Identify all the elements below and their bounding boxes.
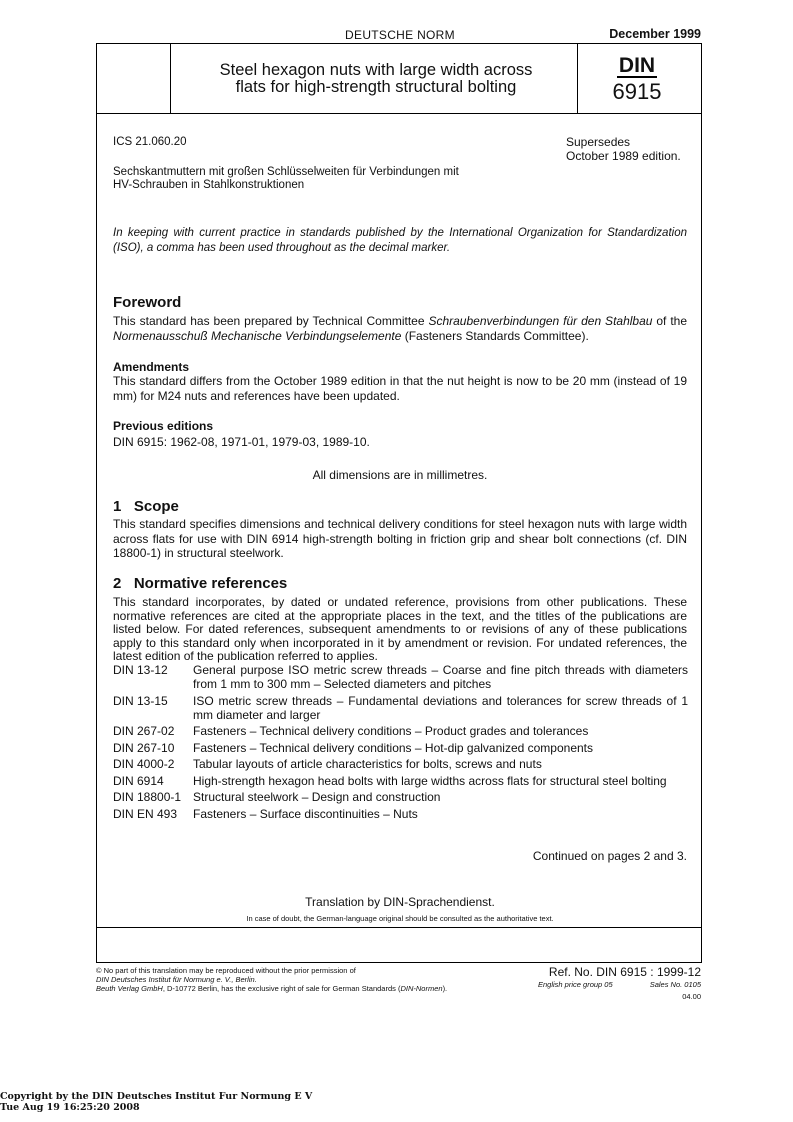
- reference-code: DIN 267-02: [113, 724, 175, 738]
- reference-title: General purpose ISO metric screw threads – Coarse and fine pitch threads with diameters from 1 mm to 300 mm – Selected diameters and pitches: [193, 663, 688, 691]
- amendments-heading: Amendments: [113, 360, 190, 374]
- decimal-note: In keeping with current practice in standards published by the International Organization for Standardization (ISO), a comma has been used throughout as the decimal marker.: [113, 227, 687, 254]
- reference-row: [113, 663, 688, 691]
- publisher-name: Beuth Verlag GmbH: [96, 984, 163, 993]
- reference-code: DIN 6914: [113, 773, 164, 788]
- title-line-2: flats for high-strength structural bolting: [235, 78, 517, 96]
- issue-date: December 1999: [609, 27, 701, 41]
- copyright-stamp: [0, 1091, 312, 1113]
- german-title-line-1: Sechskantmuttern mit großen Schlüsselweiten für Verbindungen mit: [113, 166, 459, 178]
- footer-rights: [96, 966, 526, 993]
- supersedes-line-2: October 1989 edition.: [566, 148, 681, 163]
- reference-row: [113, 757, 688, 771]
- committee-name: Schraubenverbindungen für den Stahlbau: [428, 314, 653, 328]
- foreword-text-c: of the: [652, 314, 688, 328]
- ref-number: Ref. No. DIN 6915 : 1999-12: [548, 965, 701, 979]
- din-normen: DIN-Normen: [400, 984, 443, 993]
- reference-code: DIN 13-15: [113, 693, 168, 708]
- standards-committee-name: Normenausschuß Mechanische Verbindungselemente: [113, 328, 402, 343]
- german-title-line-2: HV-Schrauben in Stahlkonstruktionen: [113, 179, 305, 191]
- doubt-note: In case of doubt, the German-language original should be consulted as the authoritative text.: [246, 914, 554, 923]
- reference-row: [113, 774, 688, 788]
- normative-references-heading: 2 Normative references: [113, 575, 288, 592]
- copyright-line-1: Copyright by the DIN Deutsches Institut Fur Normung E V: [0, 1091, 313, 1102]
- foreword-text-e: (Fasteners Standards Committee).: [401, 328, 589, 343]
- footer-rights-line-3d: ).: [442, 984, 448, 993]
- german-title: [113, 166, 459, 192]
- foreword-text: [113, 314, 687, 343]
- reference-row: [113, 790, 688, 804]
- din-logo: [612, 56, 662, 78]
- norm-label: DEUTSCHE NORM: [345, 28, 455, 42]
- document-title: [182, 62, 570, 96]
- reference-code: DIN 267-10: [113, 740, 175, 755]
- copyright-line-2: Tue Aug 19 16:25:20 2008: [0, 1102, 140, 1113]
- previous-editions-heading: Previous editions: [113, 419, 214, 433]
- footer-rights-line-2: DIN Deutsches Institut für Normung e. V., Berlin.: [96, 975, 257, 984]
- reference-row: [113, 724, 688, 738]
- reference-code: DIN 4000-2: [113, 757, 175, 771]
- standard-number: 6915: [612, 79, 662, 104]
- reference-list: [113, 663, 688, 823]
- supersedes-line-1: Supersedes: [566, 135, 631, 149]
- price-group: English price group 05: [538, 980, 613, 989]
- title-line-1: Steel hexagon nuts with large width across: [219, 61, 533, 79]
- reference-title: Fasteners – Technical delivery conditions – Product grades and tolerances: [193, 724, 589, 738]
- reference-title: High-strength hexagon head bolts with large widths across flats for structural steel bolting: [193, 773, 667, 788]
- foreword-text-a: This standard has been prepared by Technical Committee: [113, 314, 429, 328]
- reference-title: Tabular layouts of article characteristics for bolts, screws and nuts: [193, 757, 542, 771]
- reference-row: [113, 694, 688, 722]
- edition-code: 04.00: [682, 992, 701, 1001]
- dimensions-note: All dimensions are in millimetres.: [312, 468, 488, 482]
- footer-rights-line-3b: , D-10772 Berlin, has the exclusive right of sale for German Standards (: [162, 984, 401, 993]
- reference-title: Fasteners – Technical delivery conditions – Hot-dip galvanized components: [193, 740, 594, 755]
- normative-references-text: This standard incorporates, by dated or undated reference, provisions from other publications. These normative references are cited at the appropriate places in the text, and the titles of the publications are listed below. For dated references, subsequent amendments to or revisions of any of these publications apply to this standard only when incorporated in it by amendment or revision. For undated references, the latest edition of the publication referred to applies.: [113, 595, 687, 663]
- reference-code: DIN EN 493: [113, 806, 178, 821]
- footer-rights-line-3: [96, 984, 526, 993]
- ics-code: ICS 21.060.20: [113, 136, 187, 148]
- amendments-text: This standard differs from the October 1989 edition in that the nut height is now to be 20 mm (instead of 19 mm) for M24 nuts and references have been updated.: [113, 374, 687, 403]
- translation-note: Translation by DIN-Sprachendienst.: [305, 895, 495, 909]
- din-logo-text: DIN: [618, 54, 656, 77]
- continued-note: Continued on pages 2 and 3.: [532, 849, 687, 863]
- reference-row: [113, 741, 688, 755]
- reference-title: Structural steelwork – Design and construction: [193, 790, 441, 804]
- reference-code: DIN 18800-1: [113, 790, 182, 804]
- previous-editions-text: DIN 6915: 1962-08, 1971-01, 1979-03, 1989-10.: [113, 435, 370, 449]
- reference-title: ISO metric screw threads – Fundamental deviations and tolerances for screw threads of 1 mm diameter and larger: [193, 693, 688, 722]
- reference-code: DIN 13-12: [113, 663, 168, 677]
- reference-row: [113, 807, 688, 821]
- scope-heading: 1 Scope: [113, 498, 179, 515]
- supersedes: [566, 136, 681, 163]
- sales-number: Sales No. 0105: [649, 980, 701, 989]
- reference-title: Fasteners – Surface discontinuities – Nuts: [193, 806, 418, 821]
- footer-rights-line-1: © No part of this translation may be reproduced without the prior permission of: [96, 966, 356, 975]
- foreword-heading: Foreword: [113, 294, 182, 311]
- scope-text: This standard specifies dimensions and technical delivery conditions for steel hexagon nuts with large width across flats for use with DIN 6914 high-strength bolting in friction grip and shear bolt connections (cf. DIN 18800-1) in structural steelwork.: [113, 517, 687, 560]
